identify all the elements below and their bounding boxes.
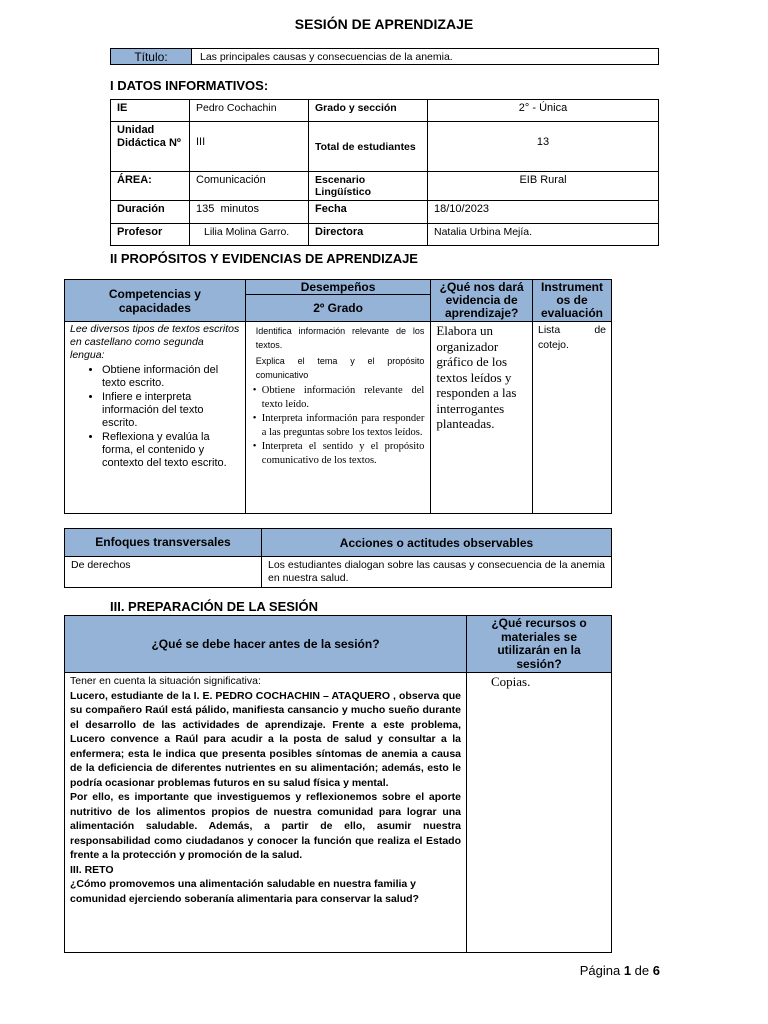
col-recursos: ¿Qué recursos o materiales se utilizarán en la sesión? (467, 616, 612, 673)
list-item: • Obtiene información del texto escrito. (102, 364, 240, 390)
enfoque-value: De derechos (65, 557, 262, 588)
desempeno-intro-1: Identifica información relevante de los textos. (255, 326, 425, 350)
preparacion-table (64, 615, 612, 953)
list-item: • Interpreta información para responder a las preguntas sobre los textos leídos. (262, 412, 425, 440)
titulo-table (110, 48, 659, 65)
ie-label: IE (111, 100, 190, 122)
de-label: de (634, 963, 650, 978)
ie-value: Pedro Cochachin (190, 100, 309, 122)
instrumento-text: Lista de cotejo. (538, 324, 606, 351)
area-label: ÁREA: (111, 172, 190, 201)
total-value: 13 (428, 122, 659, 172)
section1-heading: I DATOS INFORMATIVOS: (110, 78, 269, 93)
competencias-cell (65, 322, 246, 514)
section3-heading: III. PREPARACIÓN DE LA SESIÓN (110, 599, 319, 614)
col-instrumento: Instrument os de evaluación (533, 280, 612, 322)
col-grado: 2º Grado (245, 295, 431, 322)
grado-value: 2° - Única (428, 100, 659, 122)
total-label: Total de estudiantes (309, 122, 428, 172)
situacion-intro: Tener en cuenta la situación significativa: (70, 675, 261, 687)
escenario-label: Escenario Lingüístico (309, 172, 428, 201)
pagina-label: Página (579, 963, 621, 978)
titulo-value: Las principales causas y consecuencias de la anemia. (192, 49, 659, 65)
page-footer (560, 963, 660, 978)
list-item: • Infiere e interpreta información del texto escrito. (102, 391, 240, 430)
desempeno-intro-2: Explica el tema y el propósito comunicativo (255, 356, 425, 380)
col-competencias: Competencias y capacidades (65, 280, 246, 322)
fecha-label: Fecha (309, 201, 428, 224)
recursos-cell: Copias. (467, 673, 612, 953)
col-evidencia: ¿Qué nos dará evidencia de aprendizaje? (431, 280, 533, 322)
situacion-para-2: Por ello, es importante que investiguemos y reflexionemos sobre el aporte nutritivo de los alimentos propios de nuestra comunidad para lograr una alimentación saludable. Además, a partir de ello, asumir nuestra responsabilidad como ciudadanos y conocer la función que realiza el Estado frente a la protección y promoción de la salud. (70, 791, 461, 861)
list-item: • Reflexiona y evalúa la forma, el contenido y contexto del texto escrito. (102, 431, 240, 470)
document-title: SESIÓN DE APRENDIZAJE (294, 16, 474, 32)
desempenos-cell (245, 322, 431, 514)
grado-label: Grado y sección (309, 100, 428, 122)
directora-value: Natalia Urbina Mejía. (428, 224, 659, 246)
col-antes: ¿Qué se debe hacer antes de la sesión? (65, 616, 467, 673)
unidad-value: III (190, 122, 309, 172)
unidad-label: Unidad Didáctica Nº (111, 122, 190, 172)
area-value: Comunicación (190, 172, 309, 201)
profesor-value: Lilia Molina Garro. (190, 224, 309, 246)
profesor-label: Profesor (111, 224, 190, 246)
col-acciones: Acciones o actitudes observables (262, 529, 612, 557)
escenario-value: EIB Rural (428, 172, 659, 201)
reto-heading: III. RETO (70, 863, 114, 876)
datos-table (110, 99, 659, 246)
total-pages: 6 (652, 963, 660, 978)
titulo-label: Título: (111, 49, 192, 65)
col-desempenos: Desempeños (245, 280, 431, 295)
antes-cell (65, 673, 467, 953)
fecha-value: 18/10/2023 (428, 201, 659, 224)
evidencia-cell: Elabora un organizador gráfico de los textos leídos y responden a las interrogantes planteadas. (431, 322, 533, 514)
col-enfoques: Enfoques transversales (65, 529, 262, 557)
list-item: • Interpreta el sentido y el propósito comunicativo de los textos. (262, 440, 425, 468)
duracion-label: Duración (111, 201, 190, 224)
list-item: • Obtiene información relevante del texto leído. (262, 384, 425, 412)
duracion-value: 135 minutos (190, 201, 309, 224)
page-number: 1 (623, 963, 632, 978)
enfoques-table (64, 528, 612, 588)
directora-label: Directora (309, 224, 428, 246)
capacidades-list (70, 364, 240, 470)
competencia-text: Lee diversos tipos de textos escritos en castellano como segunda lengua: (70, 323, 240, 361)
accion-value: Los estudiantes dialogan sobre las causas y consecuencia de la anemia en nuestra salud. (262, 557, 612, 588)
propositos-table (64, 279, 612, 514)
situacion-para-1: Lucero, estudiante de la I. E. PEDRO COCHACHIN – ATAQUERO , observa que su compañero Raúl está pálido, manifiesta cansancio y mucho sueño durante el desarrollo de las actividades de aprendizaje. Frente a este problema, Lucero convence a Raúl para acudir a la posta de salud y consultar a la enfermera; esta le indica que presenta posibles síntomas de anemia a causa de la deficiencia de diferentes nutrientes en su alimentación; además, esto le podría ocasionar problemas futuros en su salud física y mental. (70, 689, 461, 789)
instrumento-cell (533, 322, 612, 514)
reto-text: ¿Cómo promovemos una alimentación saludable en nuestra familia y comunidad ejerciendo soberanía alimentaria para conservar la salud? (70, 878, 419, 905)
desempenos-list (252, 384, 425, 468)
section2-heading: II PROPÓSITOS Y EVIDENCIAS DE APRENDIZAJE (110, 251, 418, 266)
